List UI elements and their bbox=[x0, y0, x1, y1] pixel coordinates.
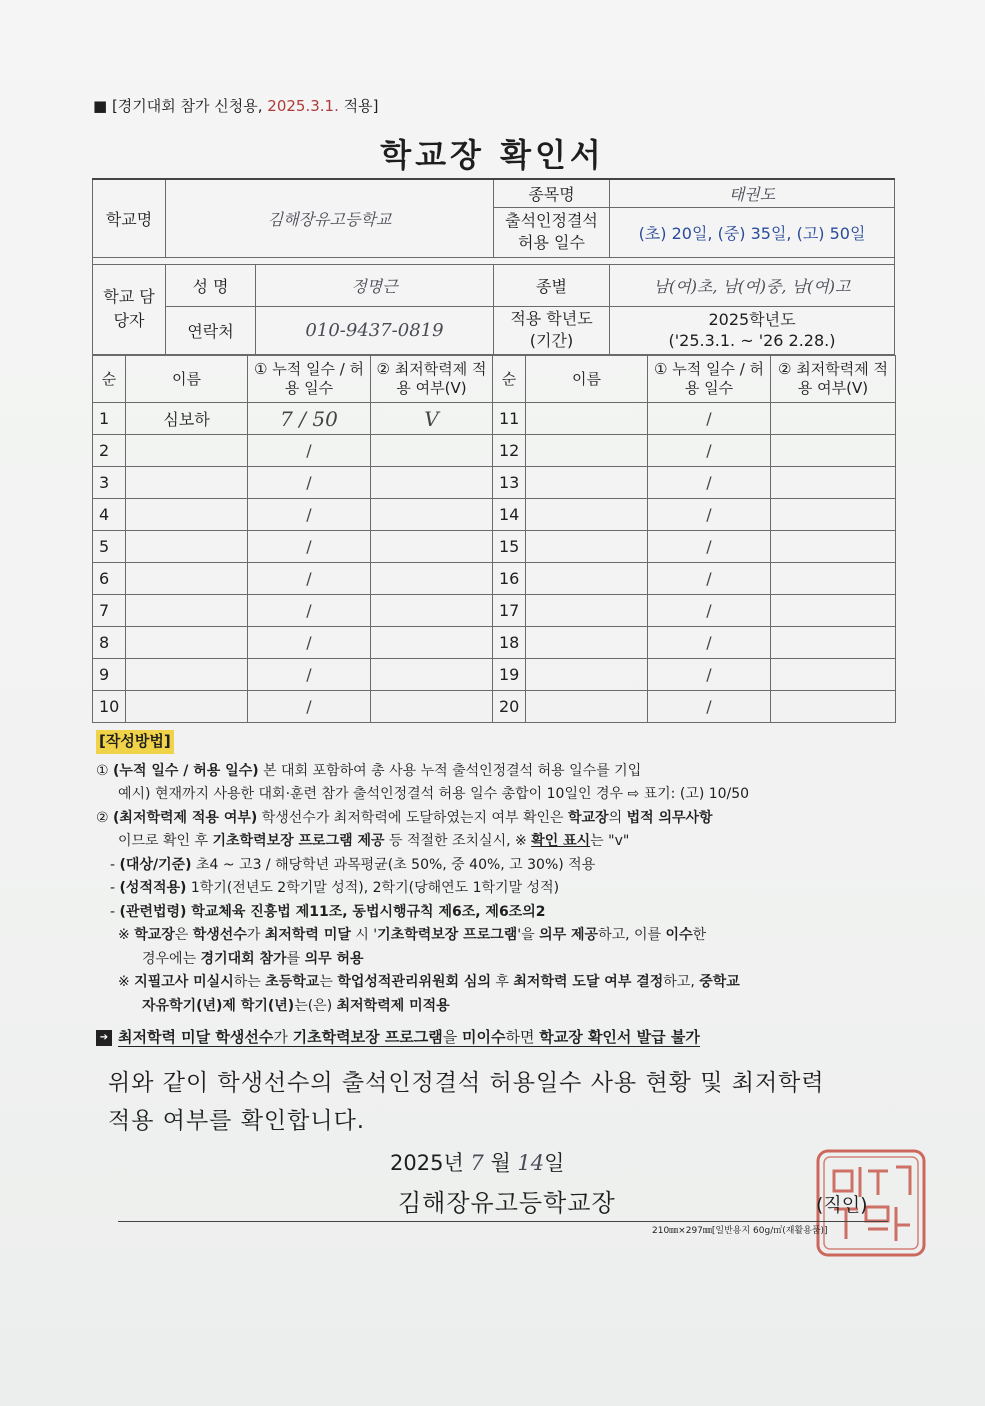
student-days: / bbox=[248, 531, 371, 563]
student-name bbox=[126, 563, 248, 595]
student-name bbox=[526, 595, 648, 627]
allowed-days-value: (초) 20일, (중) 35일, (고) 50일 bbox=[610, 207, 895, 257]
student-days: / bbox=[648, 659, 771, 691]
student-apply bbox=[371, 595, 493, 627]
table-row bbox=[93, 659, 896, 691]
student-days: / bbox=[648, 467, 771, 499]
student-name bbox=[526, 435, 648, 467]
header-name: 이름 bbox=[126, 356, 248, 403]
student-apply bbox=[371, 659, 493, 691]
student-name bbox=[526, 659, 648, 691]
student-apply bbox=[771, 659, 896, 691]
allowed-days-label: 출석인정결석 허용 일수 bbox=[494, 207, 610, 257]
student-no: 11 bbox=[493, 403, 526, 435]
student-name bbox=[526, 627, 648, 659]
year-period: ('25.3.1. ~ '26 2.28.) bbox=[668, 331, 836, 350]
arrow-box-icon: ➔ bbox=[96, 1030, 112, 1046]
student-apply bbox=[371, 435, 493, 467]
header-days: ① 누적 일수 / 허용 일수 bbox=[248, 356, 371, 403]
student-apply bbox=[371, 499, 493, 531]
manager-name-value: 정명근 bbox=[256, 264, 494, 306]
form-usage-note: ■ [경기대회 참가 신청용, 2025.3.1. 적용] bbox=[93, 97, 379, 115]
header-no: 순 bbox=[493, 356, 526, 403]
student-name bbox=[126, 435, 248, 467]
table-row bbox=[93, 403, 896, 435]
header-apply: ② 최저학력제 적용 여부(V) bbox=[371, 356, 493, 403]
student-no: 16 bbox=[493, 563, 526, 595]
student-name bbox=[126, 595, 248, 627]
student-no: 17 bbox=[493, 595, 526, 627]
student-name bbox=[126, 691, 248, 723]
student-no: 10 bbox=[93, 691, 126, 723]
guide-label: [작성방법] bbox=[96, 730, 174, 754]
student-apply bbox=[771, 691, 896, 723]
info-table bbox=[92, 178, 895, 355]
student-apply bbox=[371, 531, 493, 563]
student-name bbox=[526, 531, 648, 563]
student-apply bbox=[771, 467, 896, 499]
guide-line: 이므로 확인 후 기초학력보장 프로그램 제공 등 적절한 조치실시, ※ 확인 표시는 "v" bbox=[118, 833, 630, 849]
guide-line: - (대상/기준) 초4 ~ 고3 / 해당학년 과목평균(초 50%, 중 40%, 고 30%) 적용 bbox=[110, 856, 596, 873]
guide-line: 예시) 현재까지 사용한 대회·훈련 참가 출석인정결석 허용 일수 총합이 10일인 경우 ⇨ 표기: (고) 10/50 bbox=[118, 786, 750, 802]
year-cell bbox=[610, 306, 895, 354]
student-name bbox=[126, 659, 248, 691]
student-days: / bbox=[648, 595, 771, 627]
student-apply bbox=[771, 595, 896, 627]
student-no: 18 bbox=[493, 627, 526, 659]
table-row bbox=[93, 563, 896, 595]
year-label: 적용 학년도 (기간) bbox=[494, 306, 610, 354]
header-days: ① 누적 일수 / 허용 일수 bbox=[648, 356, 771, 403]
table-row bbox=[93, 435, 896, 467]
sport-label: 종목명 bbox=[494, 179, 610, 207]
student-name bbox=[526, 563, 648, 595]
student-days: / bbox=[248, 467, 371, 499]
student-name bbox=[526, 467, 648, 499]
student-days: / bbox=[648, 435, 771, 467]
student-name bbox=[526, 403, 648, 435]
table-row bbox=[93, 499, 896, 531]
student-no: 3 bbox=[93, 467, 126, 499]
student-no: 14 bbox=[493, 499, 526, 531]
type-label: 종별 bbox=[494, 264, 610, 306]
school-value: 김해장유고등학교 bbox=[166, 179, 494, 257]
student-apply bbox=[371, 467, 493, 499]
student-no: 8 bbox=[93, 627, 126, 659]
school-label: 학교명 bbox=[93, 179, 166, 257]
student-no: 2 bbox=[93, 435, 126, 467]
guide-line: ※ 학교장은 학생선수가 최저학력 미달 시 '기초학력보장 프로그램'을 의무 제공하고, 이를 이수한 bbox=[118, 927, 707, 943]
student-no: 19 bbox=[493, 659, 526, 691]
student-no: 20 bbox=[493, 691, 526, 723]
sport-value: 태권도 bbox=[610, 179, 895, 207]
student-days: / bbox=[648, 627, 771, 659]
student-days: / bbox=[248, 563, 371, 595]
date-day: 14 bbox=[517, 1151, 545, 1175]
guide-line: - (성적적용) 1학기(전년도 2학기말 성적), 2학기(당해연도 1학기말 성적) bbox=[110, 880, 560, 896]
guide-line: - (관련법령) 학교체육 진흥법 제11조, 동법시행규칙 제6조, 제6조의2 bbox=[110, 903, 546, 920]
seal-label: (직인) bbox=[816, 1194, 868, 1216]
student-table bbox=[92, 355, 896, 723]
student-no: 13 bbox=[493, 467, 526, 499]
student-no: 4 bbox=[93, 499, 126, 531]
student-name: 심보하 bbox=[126, 403, 248, 435]
student-apply bbox=[371, 627, 493, 659]
student-days: / bbox=[648, 403, 771, 435]
table-row bbox=[93, 691, 896, 723]
student-no: 7 bbox=[93, 595, 126, 627]
student-days: / bbox=[648, 531, 771, 563]
manager-label: 학교 담당자 bbox=[93, 264, 166, 354]
student-name bbox=[126, 467, 248, 499]
writing-guide bbox=[96, 730, 896, 1050]
student-name bbox=[126, 531, 248, 563]
header-no: 순 bbox=[93, 356, 126, 403]
confirm-statement: 위와 같이 학생선수의 출석인정결석 허용일수 사용 현황 및 최저학력 적용 여부를 확인합니다. bbox=[108, 1070, 825, 1134]
student-no: 12 bbox=[493, 435, 526, 467]
student-apply bbox=[371, 563, 493, 595]
student-no: 1 bbox=[93, 403, 126, 435]
student-apply bbox=[771, 531, 896, 563]
student-apply: V bbox=[371, 403, 493, 435]
student-days: / bbox=[648, 691, 771, 723]
issue-date: 2025년 7 월 14일 bbox=[390, 1151, 565, 1175]
student-days: / bbox=[648, 499, 771, 531]
guide-line: 자유학기(년)제 학기(년)는(은) 최저학력제 미적용 bbox=[142, 997, 450, 1014]
student-name bbox=[126, 499, 248, 531]
manager-name-label: 성 명 bbox=[166, 264, 256, 306]
student-no: 15 bbox=[493, 531, 526, 563]
header-name: 이름 bbox=[526, 356, 648, 403]
guide-final-note: ➔ 최저학력 미달 학생선수가 기초학력보장 프로그램을 미이수하면 학교장 확인서 발급 불가 bbox=[96, 1026, 896, 1050]
guide-line: 경우에는 경기대회 참가를 의무 허용 bbox=[142, 950, 364, 967]
paper-spec: 210㎜×297㎜[일반용지 60g/㎡(재활용품)] bbox=[652, 1226, 828, 1236]
contact-label: 연락처 bbox=[166, 306, 256, 354]
student-days: / bbox=[248, 499, 371, 531]
guide-line: ② (최저학력제 적용 여부) 학생선수가 최저학력에 도달하였는지 여부 확인은 학교장의 법적 의무사항 bbox=[96, 809, 713, 826]
contact-value: 010-9437-0819 bbox=[256, 306, 494, 354]
student-apply bbox=[771, 403, 896, 435]
student-apply bbox=[771, 627, 896, 659]
student-no: 9 bbox=[93, 659, 126, 691]
divider bbox=[118, 1221, 888, 1222]
year-value: 2025학년도 bbox=[708, 310, 796, 329]
guide-line: ※ 지필고사 미실시하는 초등학교는 학업성적관리위원회 심의 후 최저학력 도달 여부 결정하고, 중학교 bbox=[118, 974, 740, 990]
student-days: / bbox=[248, 627, 371, 659]
student-name bbox=[126, 627, 248, 659]
page-title: 학교장 확인서 bbox=[380, 136, 605, 174]
student-name bbox=[526, 691, 648, 723]
student-apply bbox=[771, 435, 896, 467]
student-days: / bbox=[648, 563, 771, 595]
student-no: 6 bbox=[93, 563, 126, 595]
student-days: / bbox=[248, 595, 371, 627]
student-days: 7 / 50 bbox=[248, 403, 371, 435]
student-days: / bbox=[248, 435, 371, 467]
student-apply bbox=[371, 691, 493, 723]
type-value: 남(여)초, 남(여)중, 남(여)고 bbox=[610, 264, 895, 306]
guide-line: ① (누적 일수 / 허용 일수) 본 대회 포함하여 총 사용 누적 출석인정결석 허용 일수를 기입 bbox=[96, 762, 642, 779]
student-days: / bbox=[248, 659, 371, 691]
table-row bbox=[93, 595, 896, 627]
student-apply bbox=[771, 499, 896, 531]
header-apply: ② 최저학력제 적용 여부(V) bbox=[771, 356, 896, 403]
student-days: / bbox=[248, 691, 371, 723]
date-month: 7 bbox=[470, 1151, 484, 1175]
student-no: 5 bbox=[93, 531, 126, 563]
table-row bbox=[93, 531, 896, 563]
principal-signature: 김해장유고등학교장 bbox=[398, 1189, 616, 1217]
table-row bbox=[93, 627, 896, 659]
student-apply bbox=[771, 563, 896, 595]
student-name bbox=[526, 499, 648, 531]
table-row bbox=[93, 467, 896, 499]
